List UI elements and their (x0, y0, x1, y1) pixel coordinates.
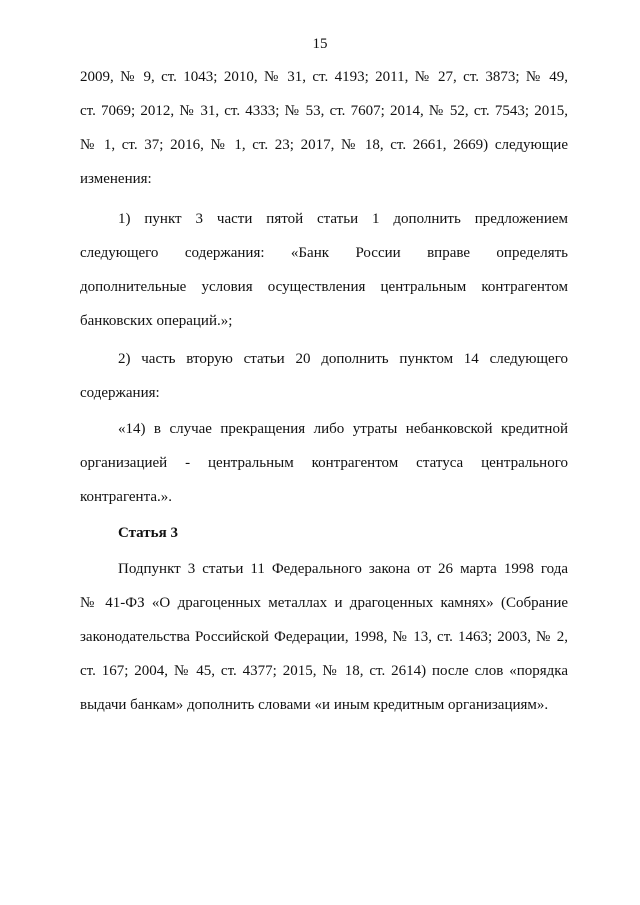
article-3-heading-block (80, 516, 568, 550)
paragraph-item-1 (80, 202, 568, 338)
page-number: 15 (312, 36, 328, 52)
text-line: 1) пункт 3 части пятой статьи 1 дополнить предложением (118, 211, 568, 227)
text-line: ст. 167; 2004, № 45, ст. 4377; 2015, № 18, ст. 2614) после слов «порядка (80, 663, 568, 679)
text-line: «14) в случае прекращения либо утраты небанковской кредитной (118, 421, 568, 437)
paragraph-citations (80, 60, 568, 196)
text-line: ст. 7069; 2012, № 31, ст. 4333; № 53, ст. 7607; 2014, № 52, ст. 7543; 2015, (80, 103, 568, 119)
text-line: банковских операций.»; (80, 313, 233, 329)
article-heading: Статья 3 (118, 525, 178, 541)
text-line: 2) часть вторую статьи 20 дополнить пунктом 14 следующего (118, 351, 568, 367)
text-line: организацией - центральным контрагентом статуса центрального (80, 455, 568, 471)
text-line: выдачи банкам» дополнить словами «и иным кредитным организациям». (80, 697, 549, 713)
text-line: законодательства Российской Федерации, 1998, № 13, ст. 1463; 2003, № 2, (80, 629, 568, 645)
text-line: следующего содержания: «Банк России вправе определять (80, 245, 568, 261)
paragraph-article-3 (80, 552, 568, 722)
text-line: 2009, № 9, ст. 1043; 2010, № 31, ст. 4193; 2011, № 27, ст. 3873; № 49, (80, 69, 568, 85)
text-line: изменения: (80, 171, 152, 187)
text-line: № 1, ст. 37; 2016, № 1, ст. 23; 2017, № 18, ст. 2661, 2669) следующие (80, 137, 568, 153)
text-line: контрагента.». (80, 489, 172, 505)
text-line: Подпункт 3 статьи 11 Федерального закона от 26 марта 1998 года (118, 561, 568, 577)
paragraph-item-2-quote (80, 412, 568, 514)
text-line: дополнительные условия осуществления центральным контрагентом (80, 279, 568, 295)
paragraph-item-2 (80, 342, 568, 410)
text-line: № 41-ФЗ «О драгоценных металлах и драгоценных камнях» (Собрание (80, 595, 568, 611)
text-line: содержания: (80, 385, 160, 401)
